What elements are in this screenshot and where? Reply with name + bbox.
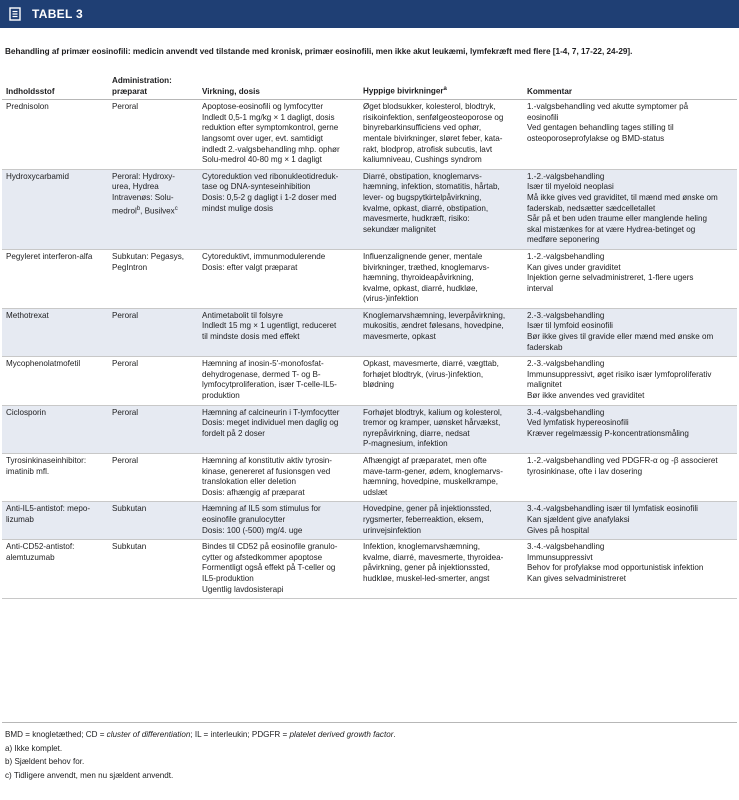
table-caption: Behandling af primær eosinofili: medicin anvendt ved tilstande med kronisk, primær eosinofili, men ikke akut leukæmi, lymfekræft med flere [1-4, 7, 17-22, 24-29].: [5, 47, 633, 56]
cell-substance: Anti-CD52-antistof: alemtuzumab: [2, 540, 108, 599]
cell-effect: Cytoreduktivt, immunmodulerende Dosis: efter valgt præparat: [198, 249, 359, 308]
col-header-effect: Virkning, dosis: [198, 76, 359, 100]
table-bottom-rule: [2, 722, 737, 723]
cell-effect: Antimetabolit til folsyre Indledt 15 mg × 1 ugentligt, reduceret til mindste dosis med effekt: [198, 308, 359, 356]
cell-administration: Subkutan: [108, 502, 198, 540]
cell-comment: 3.-4.-valgsbehandling Immunsuppressivt Behov for profylakse mod opportunistisk infektion Kan gives selvadministreret: [523, 540, 737, 599]
cell-substance: Prednisolon: [2, 100, 108, 170]
table-row: [2, 249, 737, 308]
cell-side-effects: Diarré, obstipation, knoglemarvs- hæmning, infektion, stomatitis, hårtab, lever- og bugspytkirtelpåvirkning, kvalme, opkast, diarré, obstipation, mavesmerte, hudkræft, risiko: sekundær malignitet: [359, 169, 523, 249]
table-row: [2, 100, 737, 170]
table-row: [2, 405, 737, 453]
cell-comment: 3.-4.-valgsbehandling især til lymfatisk eosinofili Kan sjældent give anafylaksi Gives på hospital: [523, 502, 737, 540]
cell-side-effects: Forhøjet blodtryk, kalium og kolesterol, tremor og kramper, uønsket hårvækst, nyrepåvirkning, diarre, nedsat P-magnesium, infektion: [359, 405, 523, 453]
cell-side-effects: Knoglemarvshæmning, leverpåvirkning, mukositis, ændret følesans, hovedpine, mavesmerte, opkast: [359, 308, 523, 356]
cell-substance: Anti-IL5-antistof: mepo- lizumab: [2, 502, 108, 540]
cell-substance: Tyrosinkinaseinhibitor: imatinib mfl.: [2, 454, 108, 502]
cell-effect: Bindes til CD52 på eosinofile granulo- cytter og afstedkommer apoptose Formentligt også effekt på T-celler og IL5-produktion Ugentlig lavdosisterapi: [198, 540, 359, 599]
table-row: [2, 502, 737, 540]
cell-effect: Hæmning af inosin-5'-monofosfat- dehydrogenase, dermed T- og B- lymfocytproliferation, især T-celle-IL5- produktion: [198, 357, 359, 405]
cell-administration: Peroral: [108, 100, 198, 170]
cell-administration: Peroral: Hydroxy- urea, Hydrea Intravenøs: Solu- medrol$^b$, Busilvex$^c$: [108, 169, 198, 249]
cell-administration: Subkutan: [108, 540, 198, 599]
cell-administration: Subkutan: Pegasys, PegIntron: [108, 249, 198, 308]
table-row: [2, 454, 737, 502]
col-header-comment: Kommentar: [523, 76, 737, 100]
cell-comment: 1.-2.-valgsbehandling ved PDGFR-α og -β associeret tyrosinkinase, ofte i lav dosering: [523, 454, 737, 502]
treatment-table: [2, 76, 737, 599]
cell-administration: Peroral: [108, 357, 198, 405]
footnote-line: BMD = knogletæthed; CD = cluster of differentiation; IL = interleukin; PDGFR = platelet derived growth factor.: [5, 730, 396, 739]
cell-comment: 1.-valgsbehandling ved akutte symptomer på eosinofili Ved gentagen behandling tages stilling til osteoporoseprofylakse og BMD-status: [523, 100, 737, 170]
col-header-side-effects: Hyppige bivirkninger$^a$: [359, 76, 523, 100]
footnote-line: a) Ikke komplet.: [5, 743, 63, 753]
cell-side-effects: Influenzalignende gener, mentale bivirkninger, træthed, knoglemarvs- hæmning, thyroideapåvirkning, kvalme, opkast, diarré, hudkløe, (virus-)infektion: [359, 249, 523, 308]
cell-comment: 1.-2.-valgsbehandling Kan gives under graviditet Injektion gerne selvadministreret, 1-flere ugers interval: [523, 249, 737, 308]
cell-substance: Methotrexat: [2, 308, 108, 356]
table-row: [2, 357, 737, 405]
cell-substance: Ciclosporin: [2, 405, 108, 453]
table-row: [2, 540, 737, 599]
table-header-bar: [0, 0, 739, 28]
cell-effect: Cytoreduktion ved ribonukleotidreduk- tase og DNA-synteseinhibition Dosis: 0,5-2 g dagligt i 1-2 doser med mindst mulige dosis: [198, 169, 359, 249]
cell-side-effects: Opkast, mavesmerte, diarré, vægttab, forhøjet blodtryk, (virus-)infektion, blødning: [359, 357, 523, 405]
footnote-line: c) Tidligere anvendt, men nu sjældent anvendt.: [5, 770, 174, 780]
cell-substance: Pegyleret interferon-alfa: [2, 249, 108, 308]
cell-administration: Peroral: [108, 308, 198, 356]
cell-side-effects: Afhængigt af præparatet, men ofte mave-tarm-gener, ødem, knoglemarvs- hæmning, hovedpine, muskelkrampe, udslæt: [359, 454, 523, 502]
table-title: TABEL 3: [32, 7, 83, 21]
cell-substance: Mycophenolatmofetil: [2, 357, 108, 405]
cell-comment: 2.-3.-valgsbehandling Immunsuppressivt, øget risiko især lymfoproliferativ malignitet Bør ikke anvendes ved graviditet: [523, 357, 737, 405]
document-icon: [8, 7, 22, 21]
table-header-row: [2, 76, 737, 100]
cell-side-effects: Øget blodsukker, kolesterol, blodtryk, risikoinfektion, senfølgeosteoporose og binyrebarkinsufficiens ved ophør, mentale bivirkninger, sløret feber, kata- rakt, blodprop, atrofisk subcutis, lavt kaliumniveau, Cushings syndrom: [359, 100, 523, 170]
table-row: [2, 308, 737, 356]
cell-effect: Apoptose-eosinofili og lymfocytter Indledt 0,5-1 mg/kg × 1 dagligt, dosis reduktion efter symptomkontrol, gerne langsomt over uger, evt. samtidigt indledt 2.-valgsbehandling mhp. ophør Solu-medrol 40-80 mg × 1 dagligt: [198, 100, 359, 170]
cell-comment: 2.-3.-valgsbehandling Især til lymfoid eosinofili Bør ikke gives til gravide eller mænd med ønske om faderskab: [523, 308, 737, 356]
cell-effect: Hæmning af IL5 som stimulus for eosinofile granulocytter Dosis: 100 (-500) mg/4. uge: [198, 502, 359, 540]
cell-effect: Hæmning af calcineurin i T-lymfocytter Dosis: meget individuel men daglig og fordelt på 2 doser: [198, 405, 359, 453]
col-header-administration: Administration: præparat: [108, 76, 198, 100]
table-row: [2, 169, 737, 249]
cell-side-effects: Infektion, knoglemarvshæmning, kvalme, diarré, mavesmerte, thyroidea- påvirkning, gener på injektionssted, hudkløe, muskel-led-smerter, angst: [359, 540, 523, 599]
cell-comment: 1.-2.-valgsbehandling Især til myeloid neoplasi Må ikke gives ved graviditet, til mænd med ønske om faderskab, nedsætter sædcelletallet Sår på et ben uden traume eller manglende heling skal mistænkes for at være Hydrea-betinget og medføre seponering: [523, 169, 737, 249]
cell-administration: Peroral: [108, 405, 198, 453]
table-footnotes: [5, 728, 396, 782]
cell-side-effects: Hovedpine, gener på injektionssted, rygsmerter, feberreaktion, eksem, urinvejsinfektion: [359, 502, 523, 540]
cell-administration: Peroral: [108, 454, 198, 502]
col-header-substance: Indholdsstof: [2, 76, 108, 100]
cell-substance: Hydroxycarbamid: [2, 169, 108, 249]
cell-comment: 3.-4.-valgsbehandling Ved lymfatisk hypereosinofili Kræver regelmæssig P-koncentrationsmåling: [523, 405, 737, 453]
footnote-line: b) Sjældent behov for.: [5, 757, 85, 766]
cell-effect: Hæmning af konstitutiv aktiv tyrosin- kinase, genereret af fusionsgen ved translokation eller deletion Dosis: afhængig af præparat: [198, 454, 359, 502]
